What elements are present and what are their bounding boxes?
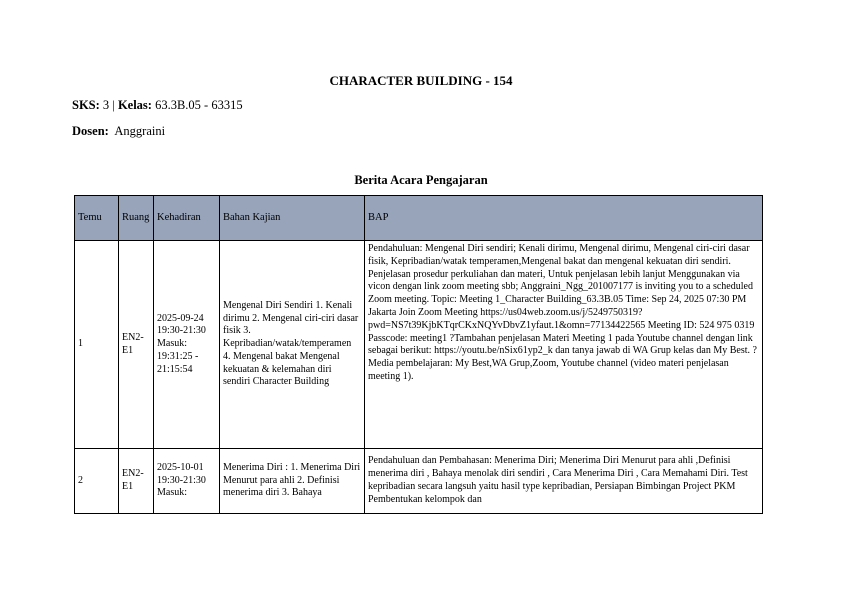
col-header-ruang: Ruang [119,196,154,241]
table-header-row [75,196,763,241]
table-row [75,241,763,449]
col-header-temu: Temu [75,196,119,241]
cell-bahan-kajian: Menerima Diri : 1. Menerima Diri Menurut para ahli 2. Definisi menerima diri 3. Bahaya [220,449,365,514]
bap-table [74,195,763,514]
separator: | [112,98,115,112]
cell-kehadiran: 2025-09-24 19:30-21:30 Masuk: 19:31:25 - 21:15:54 [154,241,220,449]
cell-ruang: EN2-E1 [119,241,154,449]
sks-value: 3 [102,98,110,112]
cell-ruang: EN2-E1 [119,449,154,514]
cell-temu: 1 [75,241,119,449]
dosen-value: Anggraini [114,124,166,138]
sks-kelas-line [72,98,243,113]
cell-bap: Pendahuluan: Mengenal Diri sendiri; Kenali dirimu, Mengenal dirimu, Mengenal ciri-ciri dasar fisik, Kepribadian/watak temperamen,Mengenal bakat dan mengenal kekuatan diri sendiri. Penjelasan prosedur perkuliahan dan materi, Untuk penjelasan lebih lanjut Menggunakan via vicon dengan link zoom meeting sbb; Anggraini_Ngg_201007177 is inviting you to a scheduled Zoom meeting. Topic: Meeting 1_Character Building_63.3B.05 Time: Sep 24, 2025 07:30 PM Jakarta Join Zoom Meeting https://us04web.zoom.us/j/5249750319?pwd=NS7t39KjbKTqrCKxNQYvDbvZ1yfaut.1&omn=77134422565 Meeting ID: 524 975 0319 Passcode: meeting1 ?Tambahan penjelasan Materi Meeting 1 pada Youtube channel dengan link sebagai berikut: https://youtu.be/nSix61yp2_k dan tanya jawab di WA Grup kelas dan My Best. ?Media pembelajaran: My Best,WA Grup,Zoom, Youtube channel (video materi penjelasan meeting 1). [365,241,763,449]
col-header-kehadiran: Kehadiran [154,196,220,241]
cell-bap: Pendahuluan dan Pembahasan: Menerima Diri; Menerima Diri Menurut para ahli ,Definisi menerima diri , Bahaya menolak diri sendiri , Cara Menerima Diri , Cara Memahami Diri. Test kepribadian secara langsuh yaitu hasil type kepribadian, Persiapan Bimbingan Project PKM Pembentukan kelompok dan [365,449,763,514]
kelas-label: Kelas: [117,98,152,112]
cell-bahan-kajian: Mengenal Diri Sendiri 1. Kenali dirimu 2. Mengenal ciri-ciri dasar fisik 3. Kepribadian/watak/temperamen 4. Mengenal bakat Mengenal kekuatan & kelemahan diri sendiri Character Building [220,241,365,449]
dosen-label: Dosen: [72,124,109,138]
dosen-line [72,124,165,139]
kelas-value: 63.3B.05 - 63315 [155,98,243,112]
col-header-bap: BAP [365,196,763,241]
table-row [75,449,763,514]
sks-label: SKS: [72,98,100,112]
cell-temu: 2 [75,449,119,514]
course-title: CHARACTER BUILDING - 154 [329,73,513,88]
col-header-bahan-kajian: Bahan Kajian [220,196,365,241]
cell-kehadiran: 2025-10-01 19:30-21:30 Masuk: [154,449,220,514]
section-title: Berita Acara Pengajaran [354,173,488,187]
